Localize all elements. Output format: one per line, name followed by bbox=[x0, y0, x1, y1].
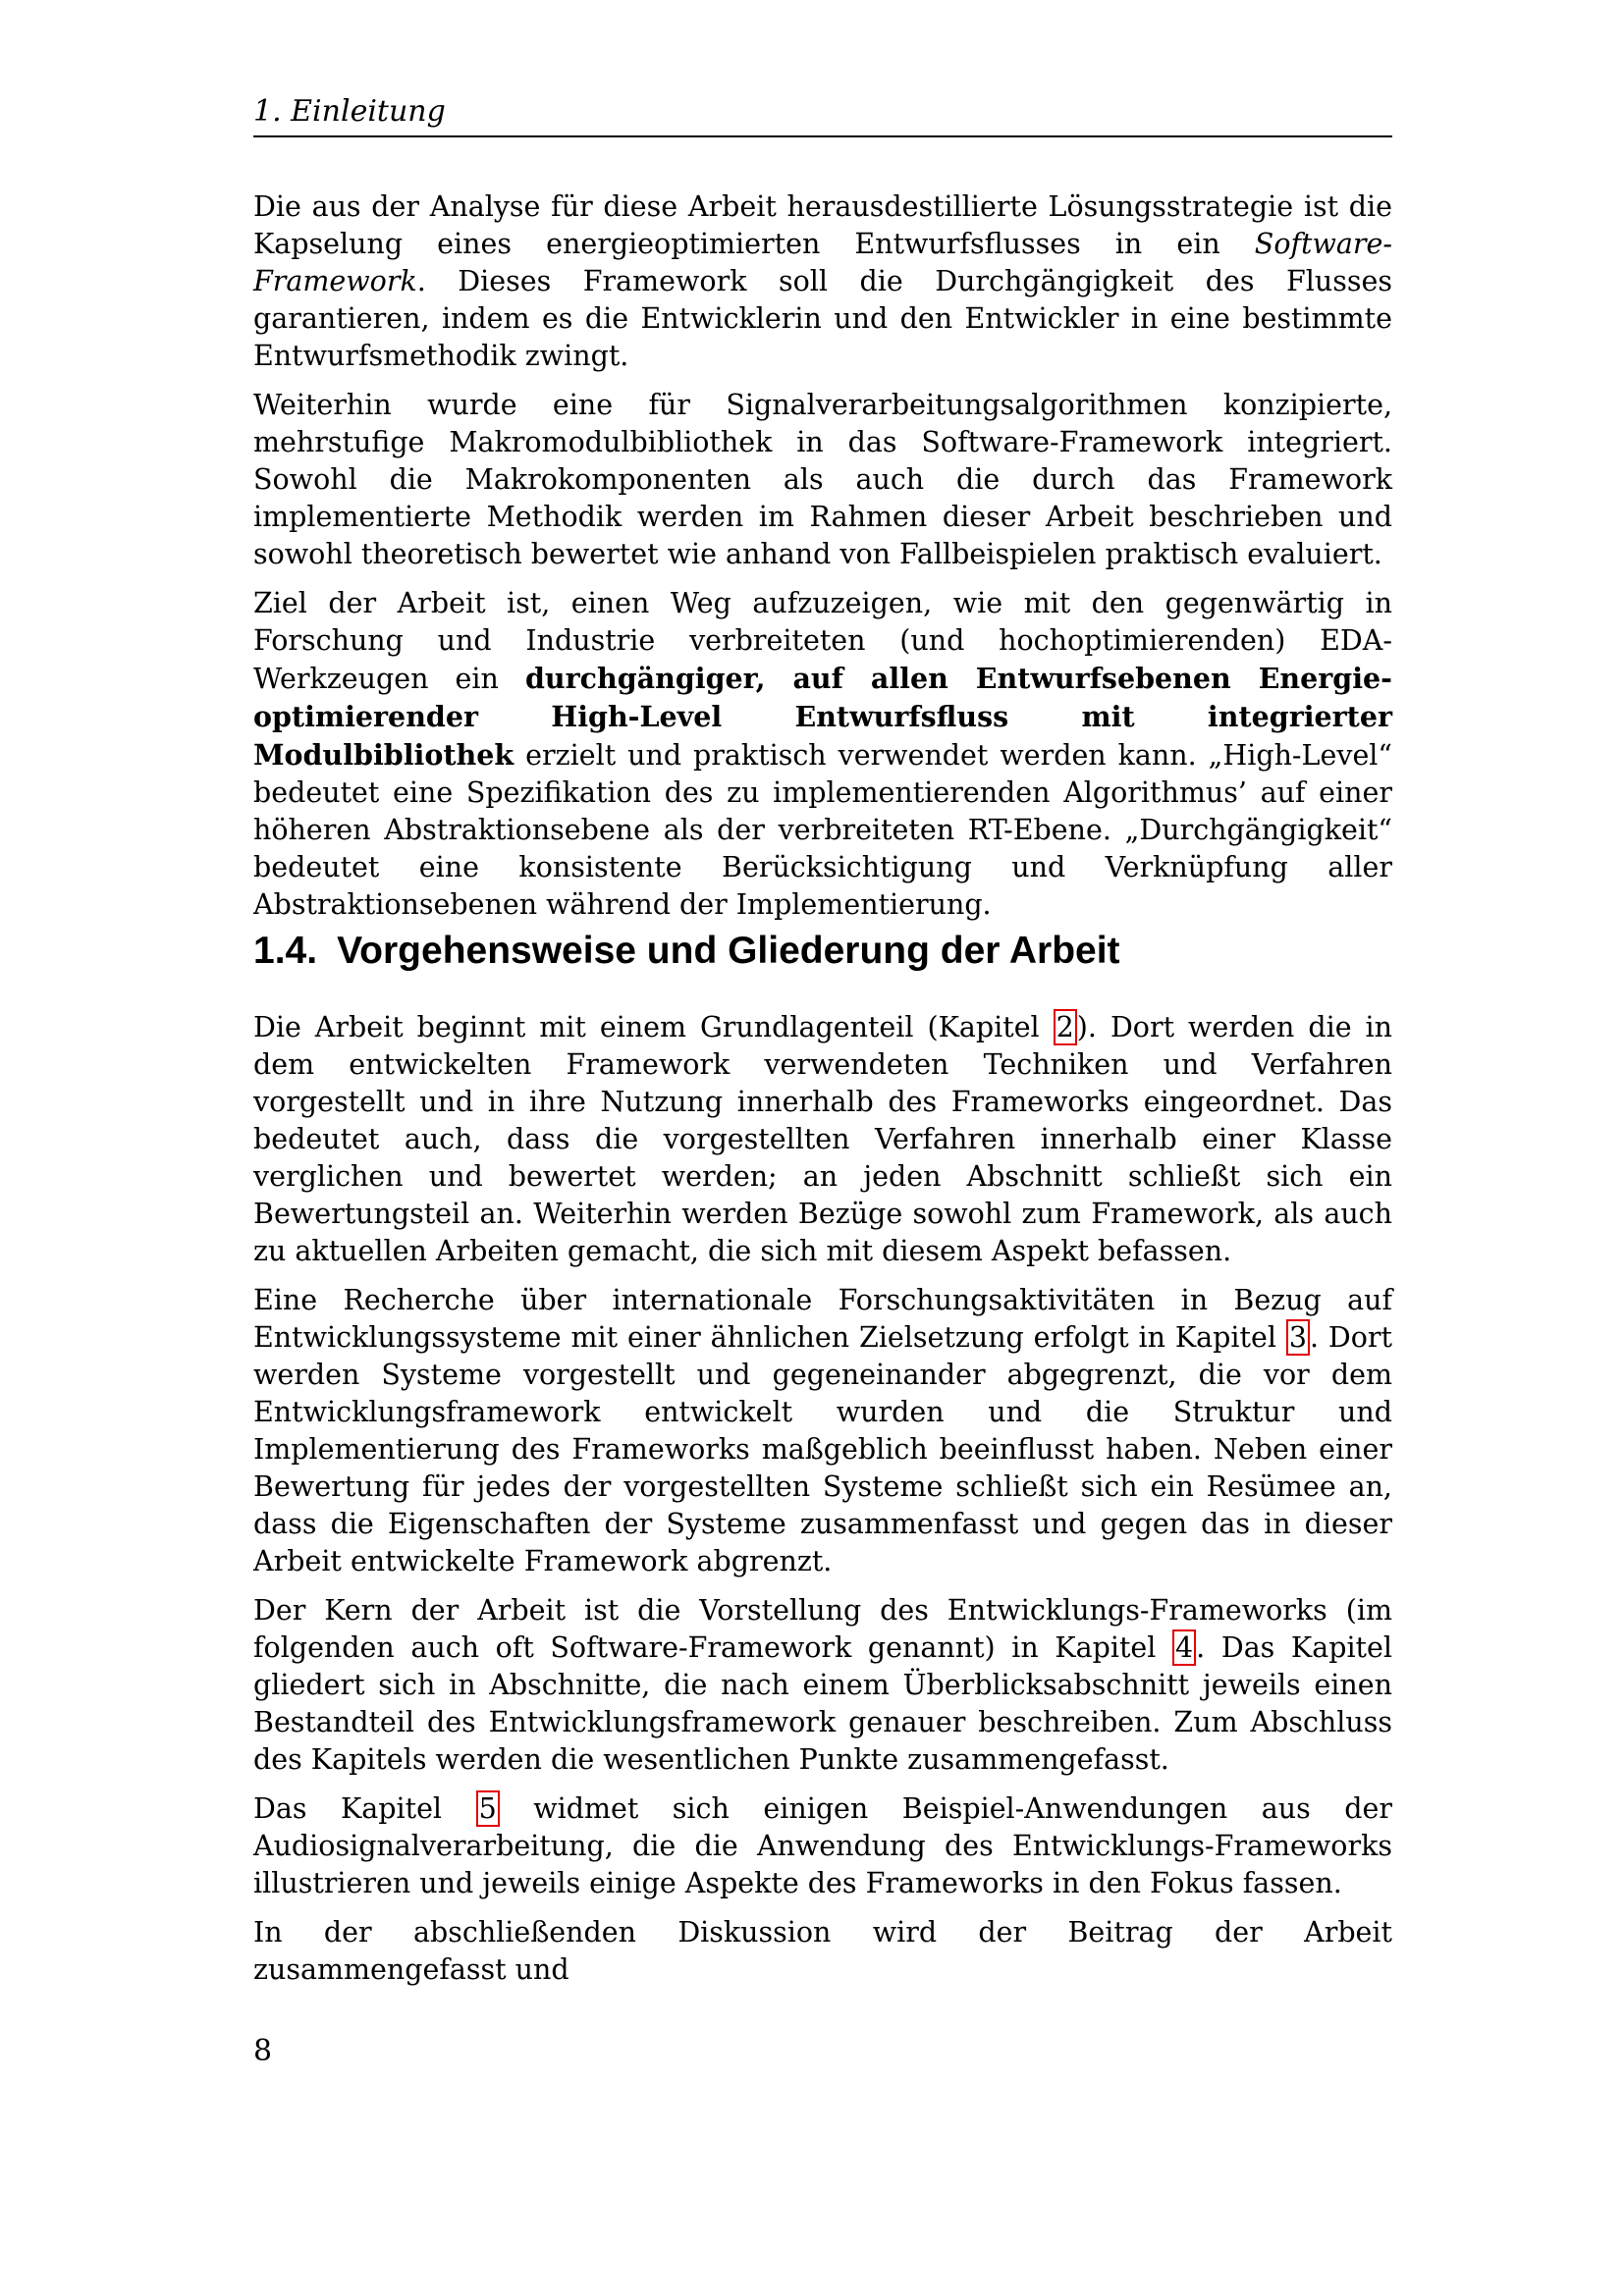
section-title: Vorgehensweise und Gliederung der Arbeit bbox=[337, 930, 1120, 972]
section-number: 1.4. bbox=[253, 930, 318, 972]
paragraph-2: Weiterhin wurde eine für Signalverarbeitungsalgorithmen konzipierte, mehrstufige Makromodulbibliothek in das Software-Framework integriert. Sowohl die Makrokomponenten als auch die durch das Framework implementierte Methodik werden im Rahmen dieser Arbeit beschrieben und sowohl theoretisch bewertet wie anhand von Fallbeispielen praktisch evaluiert. bbox=[253, 389, 1392, 570]
paragraph-6 bbox=[253, 1592, 1392, 1779]
paragraph-8: In der abschließenden Diskussion wird der Beitrag der Arbeit zusammengefasst und bbox=[253, 1916, 1392, 1986]
chapter-link-2[interactable]: 2 bbox=[1054, 1009, 1077, 1045]
paragraph-1 bbox=[253, 188, 1392, 375]
section-text-block bbox=[253, 1009, 1392, 2001]
paragraph-6-text-a: Der Kern der Arbeit ist die Vorstellung des Entwicklungs-Frameworks (im folgenden auch oft Software-Framework genannt) in Kapitel bbox=[253, 1594, 1392, 1664]
paragraph-4 bbox=[253, 1009, 1392, 1270]
paragraph-6-text-b: . Das Kapitel gliedert sich in Abschnitte, die nach einem Überblicksabschnitt jeweils einen Bestandteil des Entwicklungsframework genauer beschreiben. Zum Abschluss des Kapitels werden die wesentlichen Punkte zusammengefasst. bbox=[253, 1631, 1392, 1776]
paragraph-7-text-a: Das Kapitel bbox=[253, 1792, 476, 1825]
paragraph-7-text-b: widmet sich einigen Beispiel-Anwendungen aus der Audiosignalverarbeitung, die die Anwendung des Entwicklungs-Frameworks illustrieren und jeweils einige Aspekte des Frameworks in den Fokus fassen. bbox=[253, 1792, 1392, 1899]
page-number: 8 bbox=[253, 2034, 273, 2068]
chapter-link-5[interactable]: 5 bbox=[476, 1790, 500, 1827]
intro-text-block bbox=[253, 188, 1392, 935]
running-head: 1. Einleitung bbox=[253, 94, 1392, 137]
paragraph-5-text-a: Eine Recherche über internationale Forschungsaktivitäten in Bezug auf Entwicklungssysteme mit einer ähnlichen Zielsetzung erfolgt in Kapitel bbox=[253, 1284, 1392, 1354]
chapter-link-4[interactable]: 4 bbox=[1172, 1629, 1196, 1666]
paragraph-3-bold: durchgängiger, auf allen Entwurfsebenen Energie-optimierender High-Level Entwurfsfluss mit integrierter Modulbibliothek bbox=[253, 662, 1393, 772]
paragraph-4-text-b: ). Dort werden die in dem entwickelten Framework verwendeten Techniken und Verfahren vorgestellt und in ihre Nutzung innerhalb des Frameworks eingeordnet. Das bedeutet auch, dass die vorgestellten Verfahren innerhalb einer Klasse verglichen und bewertet werden; an jeden Abschnitt schließt sich ein Bewertungsteil an. Weiterhin werden Bezüge sowohl zum Framework, als auch zu aktuellen Arbeiten gemacht, die sich mit diesem Aspekt befassen. bbox=[253, 1011, 1393, 1267]
paragraph-3 bbox=[253, 585, 1392, 924]
paragraph-3-text-a: Ziel der Arbeit ist, einen Weg aufzuzeigen, wie mit den gegenwärtig in Forschung und Industrie verbreiteten (und hochoptimierenden) EDA-Werkzeugen ein bbox=[253, 587, 1392, 695]
paragraph-4-text-a: Die Arbeit beginnt mit einem Grundlagenteil (Kapitel bbox=[253, 1011, 1054, 1043]
paragraph-3-text-b: erzielt und praktisch verwendet werden kann. „High-Level“ bedeutet eine Spezifikation des zu implementierenden Algorithmus’ auf einer höheren Abstraktionsebene als der verbreiteten RT-Ebene. „Durchgängigkeit“ bedeutet eine konsistente Berücksichtigung und Verknüpfung aller Abstraktionsebenen während der Implementierung. bbox=[253, 739, 1392, 921]
section-heading bbox=[253, 928, 1392, 975]
paragraph-5-text-b: . Dort werden Systeme vorgestellt und gegeneinander abgegrenzt, die vor dem Entwicklungsframework entwickelt wurden und die Struktur und Implementierung des Frameworks maßgeblich beeinflusst haben. Neben einer Bewertung für jedes der vorgestellten Systeme schließt sich ein Resümee an, dass die Eigenschaften der Systeme zusammenfasst und gegen das in dieser Arbeit entwickelte Framework abgrenzt. bbox=[253, 1321, 1392, 1577]
paragraph-1-text-a: Die aus der Analyse für diese Arbeit herausdestillierte Lösungsstrategie ist die Kapselung eines energieoptimierten Entwurfsflusses in ein bbox=[253, 190, 1392, 260]
paragraph-7 bbox=[253, 1790, 1392, 1902]
paragraph-1-text-b: . Dieses Framework soll die Durchgängigkeit des Flusses garantieren, indem es die Entwicklerin und den Entwickler in eine bestimmte Entwurfsmethodik zwingt. bbox=[253, 265, 1392, 372]
chapter-link-3[interactable]: 3 bbox=[1286, 1319, 1310, 1356]
paragraph-1-emphasis: Software-Framework bbox=[253, 228, 1392, 297]
paragraph-5 bbox=[253, 1282, 1392, 1580]
